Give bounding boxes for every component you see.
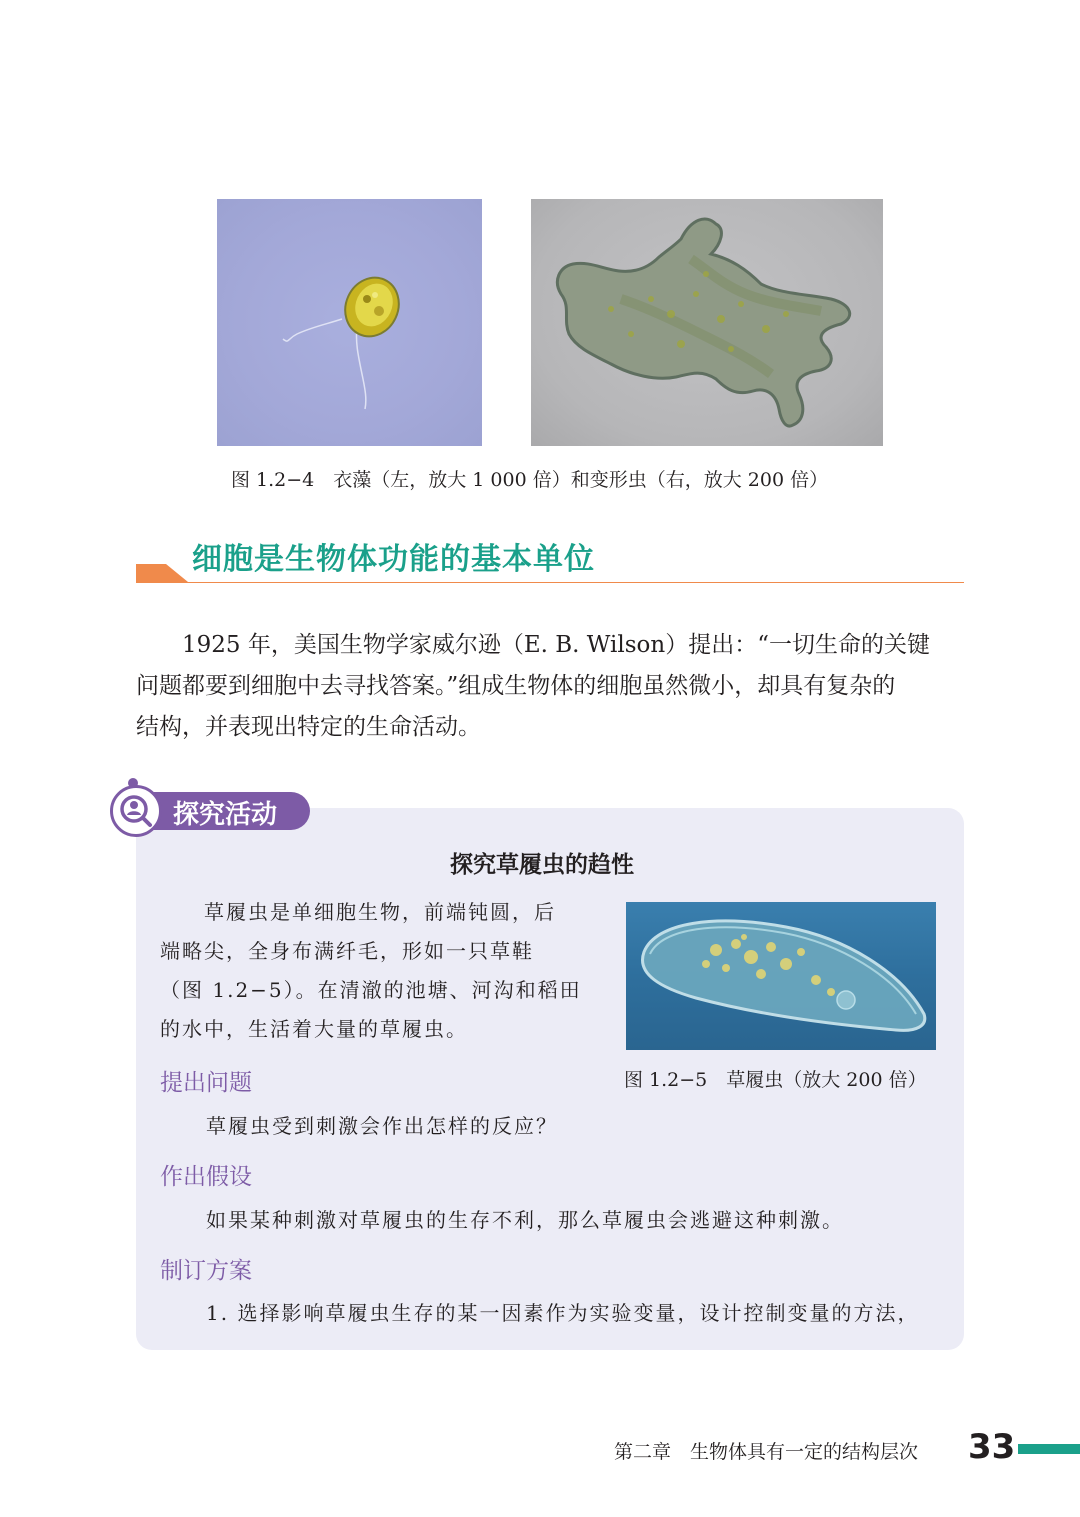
footer-chapter-title: 第二章 生物体具有一定的结构层次 <box>614 1441 919 1463</box>
magnifier-person-icon <box>110 785 162 837</box>
inquiry-intro <box>160 893 580 1049</box>
figure-1-2-5-caption: 图 1.2−5 草履虫（放大 200 倍） <box>624 1069 927 1091</box>
paragraph-line: 1925 年，美国生物学家威尔逊（E. B. Wilson）提出：“一切生命的关键 <box>136 632 930 658</box>
inquiry-title: 探究草履虫的趋性 <box>450 852 634 878</box>
ask-question-text: 草履虫受到刺激会作出怎样的反应？ <box>206 1114 558 1138</box>
section-heading-accent <box>136 562 196 584</box>
amoeba-photo <box>531 199 883 446</box>
intro-line: （图 1.2−5）。在清澈的池塘、河沟和稻田 <box>160 978 582 1002</box>
body-paragraph <box>136 625 966 748</box>
intro-line: 端略尖，全身布满纤毛，形如一只草鞋 <box>160 939 534 963</box>
section-title: 细胞是生物体功能的基本单位 <box>192 542 595 577</box>
page-number: 33 <box>968 1427 1016 1467</box>
figure-1-2-4-caption: 图 1.2−4 衣藻（左，放大 1 000 倍）和变形虫（右，放大 200 倍） <box>231 469 829 491</box>
section-divider <box>136 582 964 583</box>
intro-line: 的水中，生活着大量的草履虫。 <box>160 1017 468 1041</box>
hypothesis-text: 如果某种刺激对草履虫的生存不利，那么草履虫会逃避这种刺激。 <box>206 1208 844 1232</box>
inquiry-badge-label: 探究活动 <box>173 800 278 830</box>
intro-line: 草履虫是单细胞生物，前端钝圆，后 <box>160 900 556 924</box>
hypothesis-heading: 作出假设 <box>160 1164 252 1190</box>
footer-accent-bar <box>1018 1444 1080 1454</box>
paragraph-line: 问题都要到细胞中去寻找答案。”组成生物体的细胞虽然微小，却具有复杂的 <box>136 673 896 699</box>
ask-question-heading: 提出问题 <box>160 1070 252 1096</box>
chlamydomonas-illustration <box>217 199 482 446</box>
magnifier-person-icon-graphic <box>113 788 159 834</box>
paramecium-photo <box>626 902 936 1050</box>
paragraph-line: 结构，并表现出特定的生命活动。 <box>136 714 481 740</box>
plan-heading: 制订方案 <box>160 1258 252 1284</box>
paramecium-illustration <box>626 902 936 1050</box>
chlamydomonas-photo <box>217 199 482 446</box>
plan-text: 1. 选择影响草履虫生存的某一因素作为实验变量，设计控制变量的方法， <box>206 1301 920 1325</box>
amoeba-illustration <box>531 199 883 446</box>
